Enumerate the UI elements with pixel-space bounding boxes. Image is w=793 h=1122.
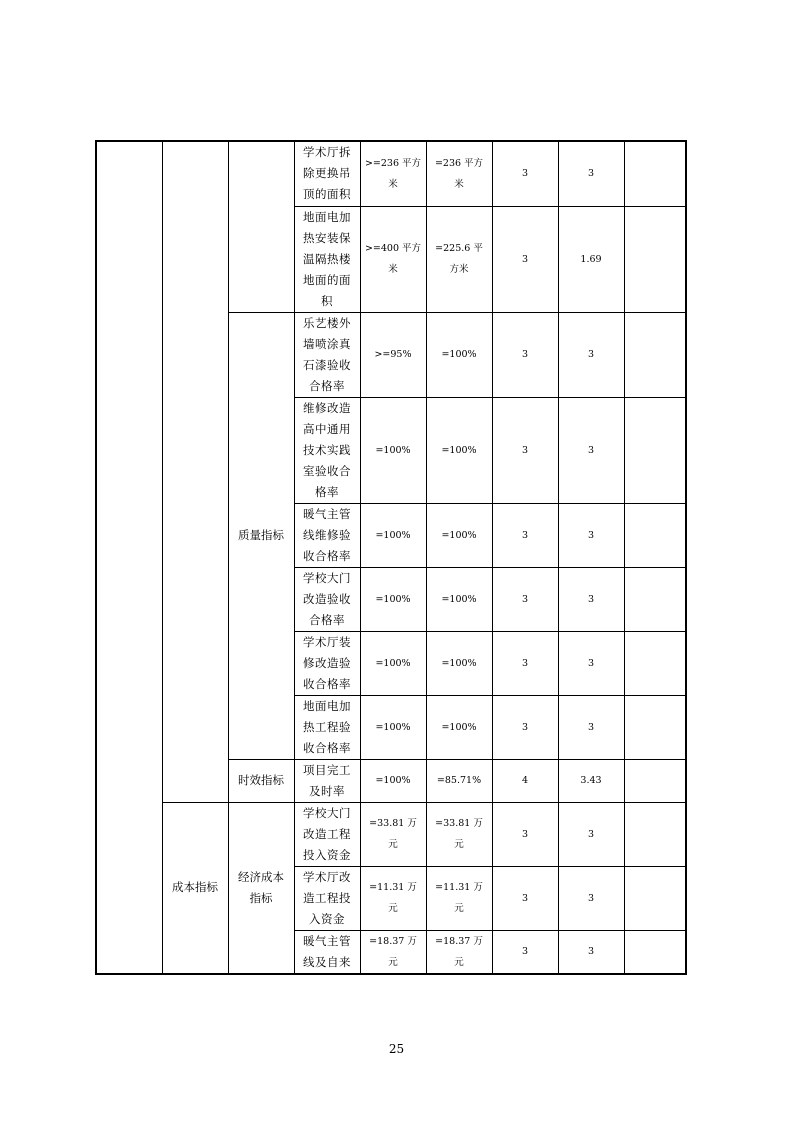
remark-cell	[624, 141, 686, 206]
weight-cell: 3	[492, 141, 558, 206]
target-cell: >=95%	[360, 312, 426, 397]
score-cell: 3	[558, 695, 624, 759]
actual-cell: =236 平方米	[426, 141, 492, 206]
weight-cell: 3	[492, 866, 558, 930]
indicator-cell: 地面电加热安装保温隔热楼地面的面积	[294, 206, 360, 312]
target-cell: =11.31 万元	[360, 866, 426, 930]
indicator-cell: 学校大门改造验收合格率	[294, 567, 360, 631]
actual-cell: =100%	[426, 312, 492, 397]
score-cell: 3.43	[558, 759, 624, 802]
remark-cell	[624, 759, 686, 802]
indicator-cell: 学校大门改造工程投入资金	[294, 802, 360, 866]
level2-cell	[162, 141, 228, 802]
weight-cell: 3	[492, 206, 558, 312]
target-cell: =100%	[360, 567, 426, 631]
weight-cell: 4	[492, 759, 558, 802]
indicator-cell: 学术厅拆除更换吊顶的面积	[294, 141, 360, 206]
actual-cell: =100%	[426, 695, 492, 759]
weight-cell: 3	[492, 802, 558, 866]
score-cell: 3	[558, 312, 624, 397]
target-cell: >=400 平方米	[360, 206, 426, 312]
economic-cost-indicator-label: 经济成本指标	[228, 802, 294, 974]
remark-cell	[624, 631, 686, 695]
score-cell: 3	[558, 397, 624, 503]
actual-cell: =11.31 万元	[426, 866, 492, 930]
remark-cell	[624, 930, 686, 974]
weight-cell: 3	[492, 695, 558, 759]
weight-cell: 3	[492, 930, 558, 974]
target-cell: =100%	[360, 631, 426, 695]
page-number: 25	[388, 1042, 405, 1056]
actual-cell: =100%	[426, 503, 492, 567]
target-cell: =100%	[360, 695, 426, 759]
target-cell: >=236 平方米	[360, 141, 426, 206]
quality-indicator-label: 质量指标	[228, 312, 294, 759]
weight-cell: 3	[492, 397, 558, 503]
target-cell: =100%	[360, 503, 426, 567]
score-cell: 3	[558, 930, 624, 974]
score-cell: 3	[558, 141, 624, 206]
remark-cell	[624, 397, 686, 503]
remark-cell	[624, 695, 686, 759]
indicator-cell: 维修改造高中通用技术实践室验收合格率	[294, 397, 360, 503]
remark-cell	[624, 567, 686, 631]
actual-cell: =18.37 万元	[426, 930, 492, 974]
actual-cell: =33.81 万元	[426, 802, 492, 866]
weight-cell: 3	[492, 312, 558, 397]
target-cell: =100%	[360, 759, 426, 802]
score-cell: 3	[558, 631, 624, 695]
weight-cell: 3	[492, 631, 558, 695]
level1-cell	[96, 141, 162, 974]
score-cell: 3	[558, 503, 624, 567]
score-cell: 3	[558, 866, 624, 930]
indicator-cell: 暖气主管线及自来	[294, 930, 360, 974]
weight-cell: 3	[492, 503, 558, 567]
actual-cell: =85.71%	[426, 759, 492, 802]
table-row	[96, 802, 686, 866]
level3-cell	[228, 141, 294, 312]
indicator-cell: 学术厅装修改造验收合格率	[294, 631, 360, 695]
cost-indicator-label: 成本指标	[162, 802, 228, 974]
indicator-cell: 项目完工及时率	[294, 759, 360, 802]
remark-cell	[624, 503, 686, 567]
performance-indicator-table	[95, 140, 687, 975]
score-cell: 3	[558, 802, 624, 866]
remark-cell	[624, 312, 686, 397]
timeliness-indicator-label: 时效指标	[228, 759, 294, 802]
remark-cell	[624, 802, 686, 866]
weight-cell: 3	[492, 567, 558, 631]
remark-cell	[624, 866, 686, 930]
score-cell: 1.69	[558, 206, 624, 312]
remark-cell	[624, 206, 686, 312]
indicator-cell: 暖气主管线维修验收合格率	[294, 503, 360, 567]
table-row	[96, 141, 686, 206]
indicator-cell: 地面电加热工程验收合格率	[294, 695, 360, 759]
target-cell: =33.81 万元	[360, 802, 426, 866]
actual-cell: =100%	[426, 567, 492, 631]
target-cell: =100%	[360, 397, 426, 503]
indicator-cell: 学术厅改造工程投入资金	[294, 866, 360, 930]
actual-cell: =225.6 平方米	[426, 206, 492, 312]
target-cell: =18.37 万元	[360, 930, 426, 974]
indicator-cell: 乐艺楼外墙喷涂真石漆验收合格率	[294, 312, 360, 397]
actual-cell: =100%	[426, 631, 492, 695]
actual-cell: =100%	[426, 397, 492, 503]
score-cell: 3	[558, 567, 624, 631]
